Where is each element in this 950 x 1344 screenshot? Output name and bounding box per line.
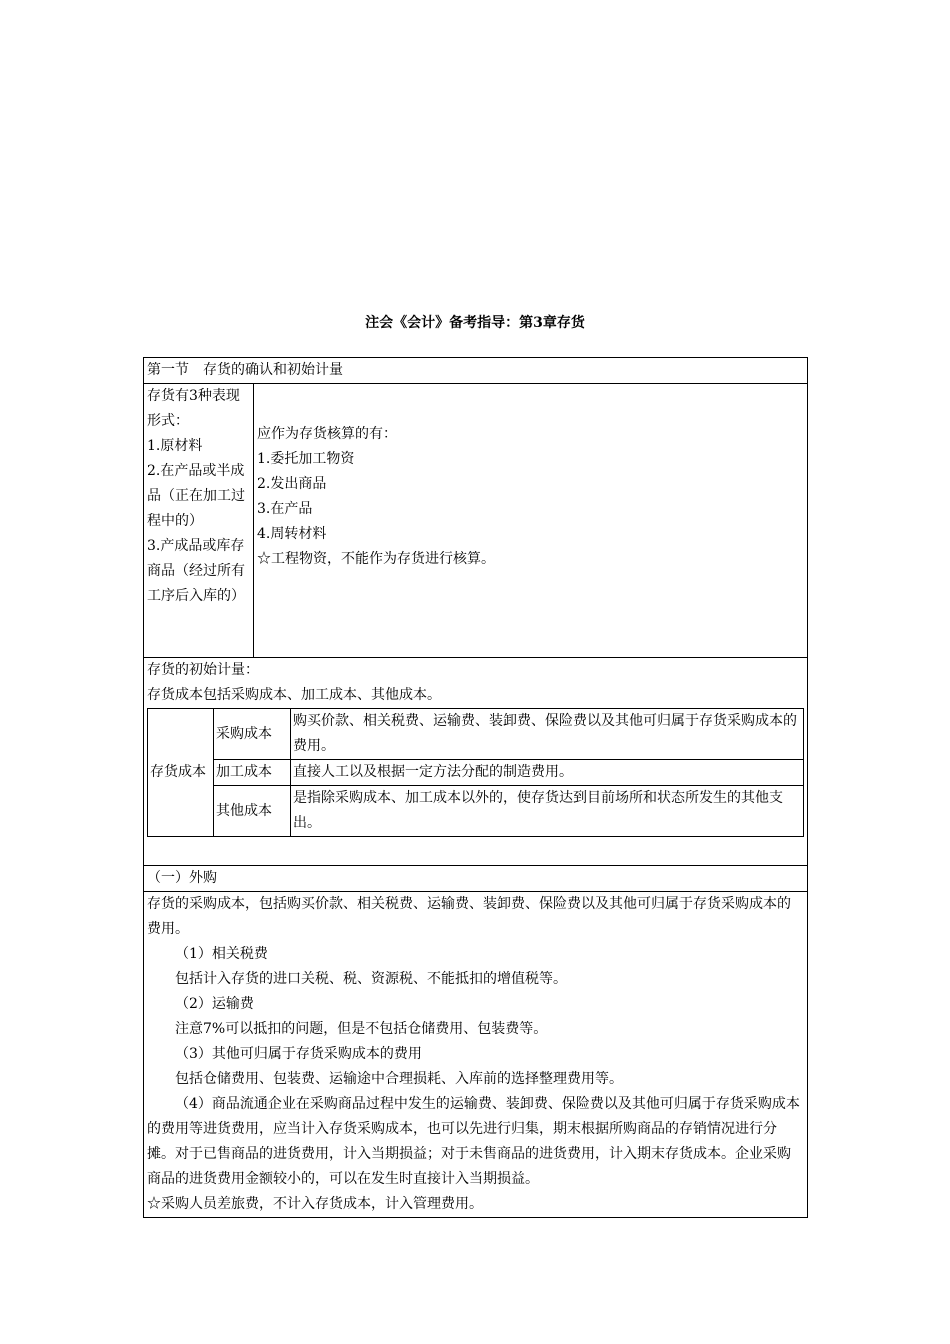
- cost-name: 加工成本: [214, 760, 291, 786]
- purchase-body: [144, 892, 808, 1218]
- cost-table: [147, 708, 804, 837]
- account-line: 2.发出商品: [257, 475, 327, 492]
- purchase-item-text: 包括仓储费用、包装费、运输途中合理损耗、入库前的选择整理费用等。: [175, 1071, 623, 1087]
- cost-row: [148, 709, 804, 760]
- cost-desc: 购买价款、相关税费、运输费、装卸费、保险费以及其他可归属于存货采购成本的费用。: [291, 709, 804, 760]
- cost-name: 采购成本: [214, 709, 291, 760]
- initial-line: 存货成本包括采购成本、加工成本、其他成本。: [147, 687, 441, 703]
- purchase-intro: 存货的采购成本，包括购买价款、相关税费、运输费、装卸费、保险费以及其他可归属于存货采购成本的费用。: [147, 896, 791, 937]
- should-account-cell: [254, 384, 808, 658]
- initial-measure-row: [144, 658, 808, 866]
- forms-line: 3.产成品或库存商品（经过所有工序后入库的）: [147, 538, 245, 604]
- account-line: ☆工程物资，不能作为存货进行核算。: [257, 550, 495, 567]
- purchase-heading-row: [144, 866, 808, 892]
- forms-row: [144, 384, 808, 658]
- account-line: 1.委托加工物资: [257, 450, 355, 467]
- forms-line: 存货有3种表现形式：: [147, 388, 240, 429]
- purchase-item-title: （3）其他可归属于存货采购成本的费用: [175, 1046, 422, 1062]
- purchase-item-title: （2）运输费: [175, 996, 254, 1012]
- document-title: 注会《会计》备考指导：第3章存货: [365, 315, 585, 331]
- account-line: 3.在产品: [257, 500, 313, 517]
- forms-line: 2.在产品或半成品（正在加工过程中的）: [147, 463, 245, 529]
- account-line: 4.周转材料: [257, 525, 327, 542]
- cost-group-label: 存货成本: [148, 709, 214, 837]
- purchase-heading: （一）外购: [144, 866, 808, 892]
- cost-row: [148, 760, 804, 786]
- purchase-item-text: （4）商品流通企业在采购商品过程中发生的运输费、装卸费、保险费以及其他可归属于存货采购成本的费用等进货费用，应当计入存货采购成本，也可以先进行归集，期末根据所购商品的存销情况进行分摊。对于已售商品的进货费用，计入当期损益；对于未售商品的进货费用，计入期末存货成本。企业采购商品的进货费用金额较小的，可以在发生时直接计入当期损益。: [147, 1096, 800, 1187]
- purchase-item-text: 包括计入存货的进口关税、税、资源税、不能抵扣的增值税等。: [175, 971, 567, 987]
- cost-desc: 是指除采购成本、加工成本以外的，使存货达到目前场所和状态所发生的其他支出。: [291, 786, 804, 837]
- forms-line: 1.原材料: [147, 438, 203, 454]
- purchase-item-text: 注意7%可以抵扣的问题，但是不包括仓储费用、包装费等。: [175, 1021, 548, 1037]
- purchase-item-title: （1）相关税费: [175, 946, 268, 962]
- cost-name: 其他成本: [214, 786, 291, 837]
- content-table: [143, 357, 808, 1218]
- initial-line: 存货的初始计量：: [147, 662, 259, 678]
- initial-measure-cell: [144, 658, 808, 866]
- purchase-note: ☆采购人员差旅费，不计入存货成本，计入管理费用。: [147, 1196, 483, 1212]
- purchase-body-row: [144, 892, 808, 1218]
- cost-desc: 直接人工以及根据一定方法分配的制造费用。: [291, 760, 804, 786]
- cost-row: [148, 786, 804, 837]
- account-line: 应作为存货核算的有：: [257, 425, 397, 442]
- section-heading: 第一节 存货的确认和初始计量: [144, 358, 808, 384]
- section-heading-row: [144, 358, 808, 384]
- forms-cell: [144, 384, 254, 658]
